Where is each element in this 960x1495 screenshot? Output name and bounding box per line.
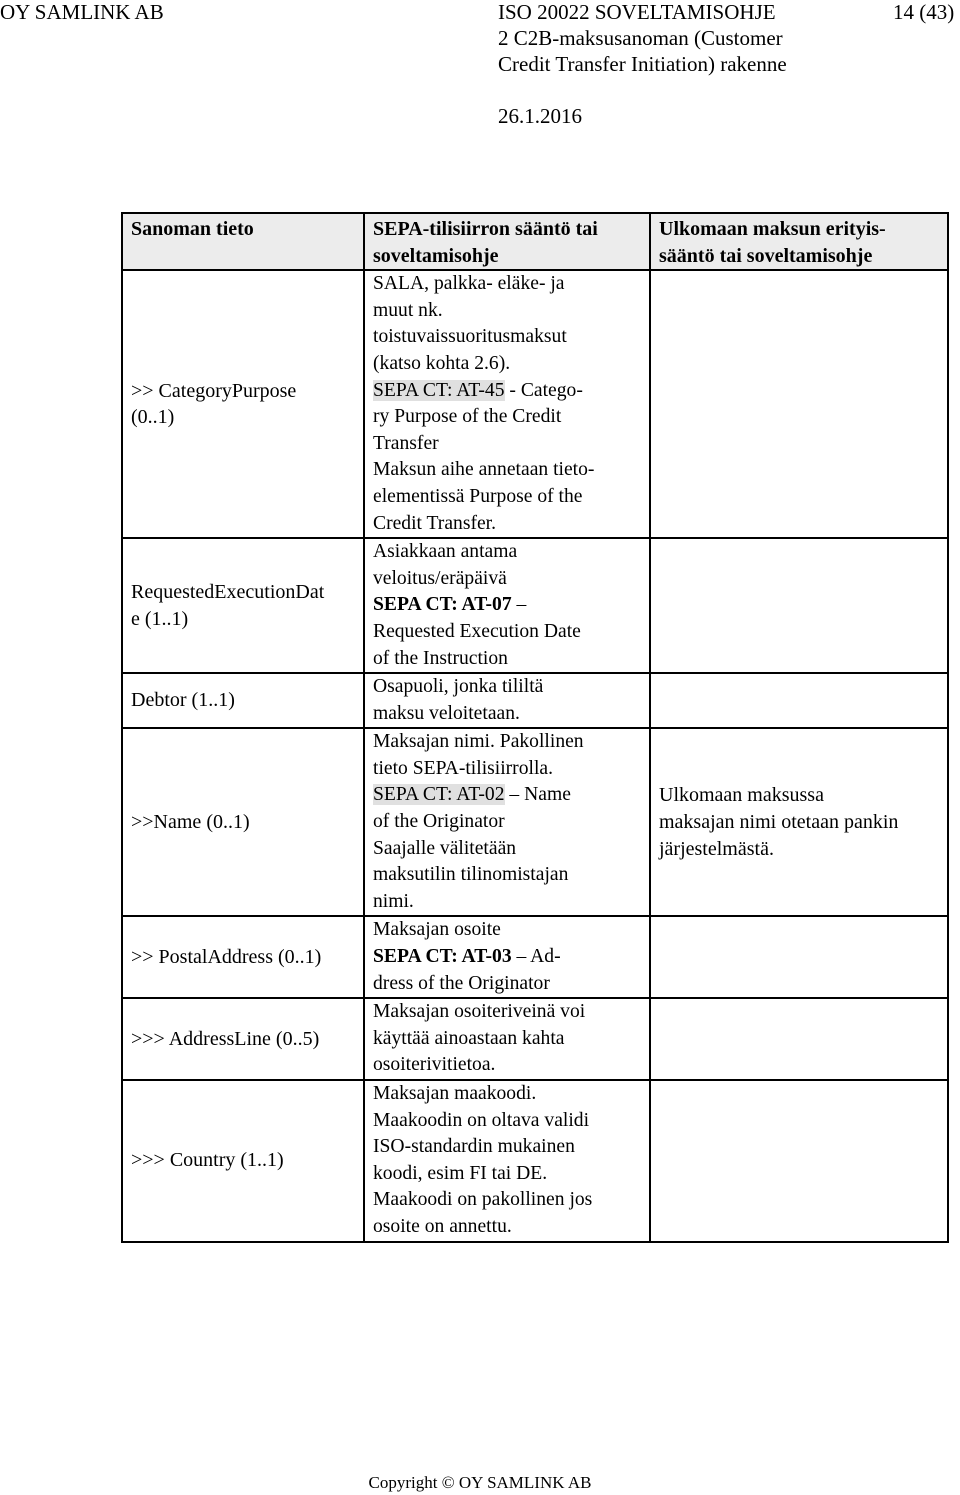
element-name: >>> Country (1..1) bbox=[122, 1080, 364, 1242]
foreign-rule bbox=[650, 538, 948, 673]
header-chapter-line1: 2 C2B-maksusanoman (Customer bbox=[498, 26, 783, 50]
element-name: >> CategoryPurpose (0..1) bbox=[122, 270, 364, 538]
sepa-rule: Maksajan osoite SEPA CT: AT-03 – Ad- dress of the Originator bbox=[364, 916, 650, 998]
foreign-rule bbox=[650, 1080, 948, 1242]
sepa-rule: SALA, palkka- eläke- ja muut nk. toistuvaissuoritusmaksut (katso kohta 2.6). SEPA CT: AT-45 - Catego- ry Purpose of the Credit Transfer Maksun aihe annetaan tieto- elementissä Purpose of the Credit Transfer. bbox=[364, 270, 650, 538]
header-chapter-line2: Credit Transfer Initiation) rakenne bbox=[498, 52, 787, 76]
col-header-sepa: SEPA-tilisiirron sääntö tai soveltamisohje bbox=[364, 213, 650, 270]
foreign-rule bbox=[650, 916, 948, 998]
element-name: Debtor (1..1) bbox=[122, 673, 364, 728]
element-name: >>Name (0..1) bbox=[122, 728, 364, 916]
header-company: OY SAMLINK AB bbox=[0, 0, 164, 24]
sepa-rule: Maksajan nimi. Pakollinen tieto SEPA-tilisiirrolla. SEPA CT: AT-02 – Name of the Originator Saajalle välitetään maksutilin tilinomistajan nimi. bbox=[364, 728, 650, 916]
element-name: RequestedExecutionDat e (1..1) bbox=[122, 538, 364, 673]
sepa-rule: Osapuoli, jonka tililtä maksu veloitetaan. bbox=[364, 673, 650, 728]
table-row bbox=[122, 916, 948, 998]
col-header-foreign: Ulkomaan maksun erityis- sääntö tai soveltamisohje bbox=[650, 213, 948, 270]
sepa-ref-code: SEPA CT: AT-45 bbox=[373, 379, 505, 401]
table-row bbox=[122, 673, 948, 728]
sepa-ref-code: SEPA CT: AT-03 bbox=[373, 946, 512, 968]
sepa-rule: Maksajan maakoodi. Maakoodin on oltava validi ISO-standardin mukainen koodi, esim FI tai DE. Maakoodi on pakollinen jos osoite on annettu. bbox=[364, 1080, 650, 1242]
sepa-rule: Maksajan osoiteriveinä voi käyttää ainoastaan kahta osoiterivitietoa. bbox=[364, 998, 650, 1080]
foreign-rule bbox=[650, 998, 948, 1080]
table-row bbox=[122, 538, 948, 673]
footer-copyright: Copyright © OY SAMLINK AB bbox=[368, 1473, 592, 1492]
table-row bbox=[122, 998, 948, 1080]
foreign-rule bbox=[650, 270, 948, 538]
table-header-row bbox=[122, 213, 948, 270]
table-row bbox=[122, 1080, 948, 1242]
header-date: 26.1.2016 bbox=[498, 104, 582, 128]
foreign-rule: Ulkomaan maksussa maksajan nimi otetaan pankin järjestelmästä. bbox=[650, 728, 948, 916]
sepa-ref-code: SEPA CT: AT-02 bbox=[373, 784, 505, 806]
element-name: >> PostalAddress (0..1) bbox=[122, 916, 364, 998]
table-row bbox=[122, 270, 948, 538]
table-row bbox=[122, 728, 948, 916]
sepa-rule: Asiakkaan antama veloitus/eräpäivä SEPA CT: AT-07 – Requested Execution Date of the Instruction bbox=[364, 538, 650, 673]
col-header-element: Sanoman tieto bbox=[122, 213, 364, 270]
header-page-number: 14 (43) bbox=[893, 0, 955, 24]
spec-table bbox=[121, 212, 949, 1243]
sepa-ref-code: SEPA CT: AT-07 bbox=[373, 594, 512, 616]
element-name: >>> AddressLine (0..5) bbox=[122, 998, 364, 1080]
header-doc-title: ISO 20022 SOVELTAMISOHJE bbox=[498, 0, 776, 24]
foreign-rule bbox=[650, 673, 948, 728]
